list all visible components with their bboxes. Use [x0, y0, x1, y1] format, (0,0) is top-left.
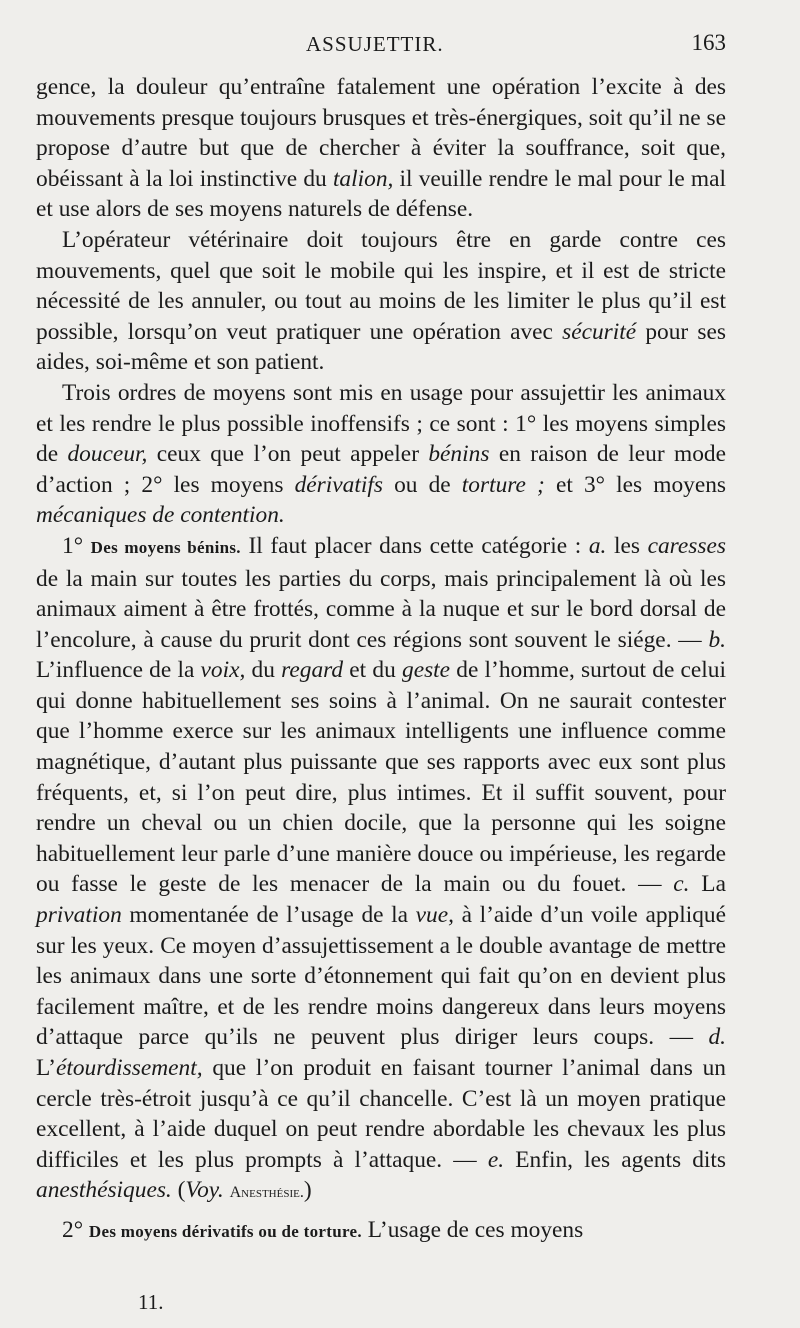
page-header: [36, 30, 726, 60]
paragraph-2: L’opérateur vétérinaire doit toujours être en garde contre ces mouvements, quel que soit le mobile qui les inspire, et il est de stricte nécessité de les annuler, ou tout au moins de les limiter le plus qu’il est possible, lorsqu’on veut pratiquer une opération avec sécurité pour ses aides, soi-même et son patient.: [36, 226, 726, 376]
section-heading-benins: Des moyens bénins.: [90, 537, 241, 557]
signature-mark: 11.: [138, 1290, 164, 1314]
paragraph-4: 1° Des moyens bénins. Il faut placer dans cette catégorie : a. les caresses de la main sur toutes les parties du corps, mais principalement là où les animaux aiment à être frottés, comme à la nuque et sur le bord dorsal de l’encolure, à cause du prurit dont ces régions sont souvent le siége. — b. L’influence de la voix, du regard et du geste de l’homme, surtout de celui qui donne habituellement ses soins à l’animal. On ne saurait contester que l’homme exerce sur les animaux intelligents une influence comme magnétique, d’autant plus puissante que ses rapports avec eux sont plus fréquents, et, si l’on peut dire, plus intimes. Et il suffit souvent, pour rendre un cheval ou un chien docile, que la personne qui les soigne habituellement leur parle d’une manière douce ou impérieuse, les regarde ou fasse le geste de les menacer de la main ou du fouet. — c. La privation momentanée de l’usage de la vue, à l’aide d’un voile appliqué sur les yeux. Ce moyen d’assujettissement a le double avantage de mettre les animaux dans une sorte d’étonnement qui fait qu’on en devient plus facilement maître, et de les rendre moins dangereux dans leurs moyens d’attaque parce qu’ils ne peuvent plus diriger leurs coups. — d. L’étourdissement, que l’on produit en faisant tourner l’animal dans un cercle très-étroit jusqu’à ce qu’il chancelle. C’est là un moyen pratique excellent, à l’aide duquel on peut rendre abordable les chevaux les plus difficiles et les plus prompts à l’attaque. — e. Enfin, les agents dits anesthésiques. (Voy. Anesthésie.): [36, 532, 726, 1204]
running-title: ASSUJETTIR.: [306, 32, 444, 56]
paragraph-3: Trois ordres de moyens sont mis en usage pour assujettir les animaux et les rendre le plus possible inoffensifs ; ce sont : 1° les moyens simples de douceur, ceux que l’on peut appeler bénins en raison de leur mode d’action ; 2° les moyens dérivatifs ou de torture ; et 3° les moyens mécaniques de contention.: [36, 379, 727, 529]
paragraph-5: 2° Des moyens dérivatifs ou de torture. L’usage de ces moyens: [62, 1216, 584, 1243]
cross-reference: Anesthésie.: [229, 1184, 304, 1202]
section-heading-derivatifs: Des moyens dérivatifs ou de torture.: [88, 1221, 362, 1241]
body-text: [36, 72, 726, 1248]
page-number: 163: [691, 30, 726, 55]
paragraph-1: gence, la douleur qu’entraîne fatalement une opération l’excite à des mouvements presque toujours brusques et très-énergiques, soit qu’il ne se propose d’autre but que de chercher à éviter la souffrance, soit que, obéissant à la loi instinctive du talion, il veuille rendre le mal pour le mal et use alors de ses moyens naturels de défense.: [36, 74, 726, 223]
